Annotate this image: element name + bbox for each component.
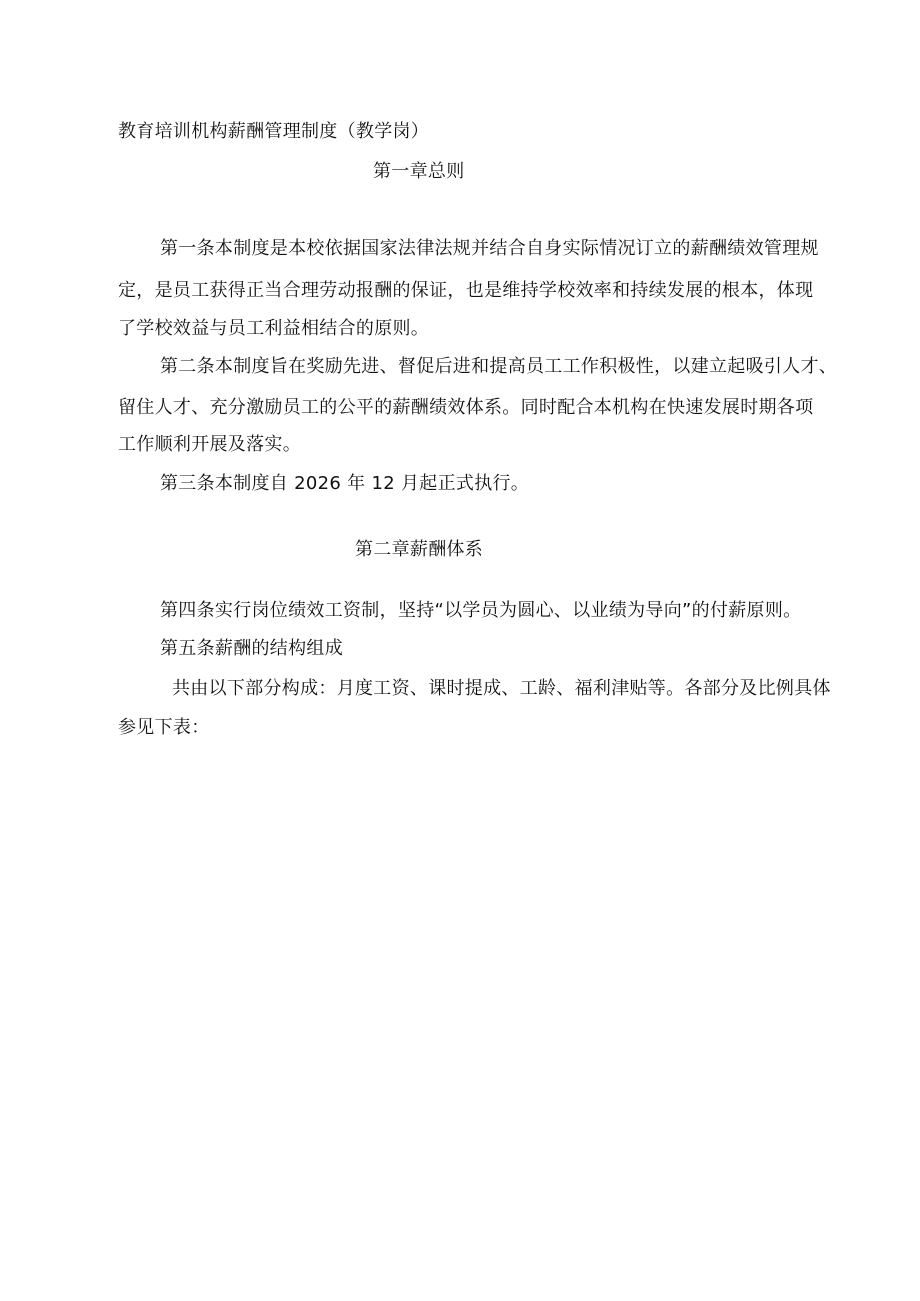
article-2-line-2: 留住人才、充分激励员工的公平的薪酬绩效体系。同时配合本机构在快速发展时期各项: [118, 397, 814, 418]
article-1-line-2: 定，是员工获得正当合理劳动报酬的保证，也是维持学校效率和持续发展的根本，体现: [118, 280, 814, 301]
chapter-2-heading: 第二章薪酬体系: [355, 539, 484, 560]
article-1-line-3: 了学校效益与员工利益相结合的原则。: [118, 318, 430, 339]
article-5-line-2: 共由以下部分构成：月度工资、课时提成、工龄、福利津贴等。各部分及比例具体: [172, 678, 831, 699]
document-title: 教育培训机构薪酬管理制度（教学岗）: [118, 121, 430, 142]
article-2-line-1: 第二条本制度旨在奖励先进、督促后进和提高员工工作积极性，以建立起吸引人才、: [160, 356, 838, 377]
chapter-1-heading: 第一章总则: [373, 161, 465, 182]
article-5-line-1: 第五条薪酬的结构组成: [160, 638, 343, 659]
article-3-line-1: 第三条本制度自 2026 年 12 月起正式执行。: [160, 473, 530, 494]
article-4-line-1: 第四条实行岗位绩效工资制，坚持“以学员为圆心、以业绩为导向”的付薪原则。: [160, 600, 802, 621]
article-2-line-3: 工作顺利开展及落实。: [118, 434, 301, 455]
article-5-line-3: 参见下表：: [118, 717, 210, 738]
article-1-line-1: 第一条本制度是本校依据国家法律法规并结合自身实际情况订立的薪酬绩效管理规: [160, 238, 819, 259]
